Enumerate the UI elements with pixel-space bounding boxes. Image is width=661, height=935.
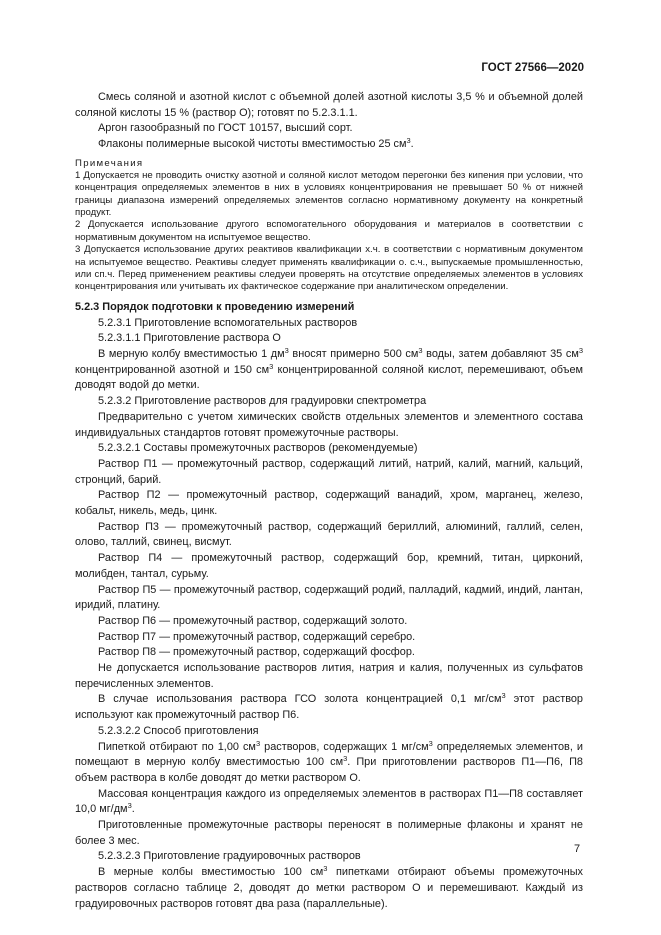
solution-item: Раствор П2 — промежуточный раствор, содержащий ванадий, хром, марганец, железо, кобальт, никель, медь, цинк. bbox=[75, 489, 583, 518]
note-item: 2 Допускается использование другого вспомогательного оборудования и материалов в соответствии с нормативным документом на испытуемое вещество. bbox=[75, 219, 583, 243]
solution-item: Раствор П8 — промежуточный раствор, содержащий фосфор. bbox=[98, 646, 415, 659]
document-code: ГОСТ 27566—2020 bbox=[481, 62, 584, 74]
note-item: 1 Допускается не проводить очистку азотной и соляной кислот методом перегонки без кипения при условии, что концентрация определяемых элементов в них в условиях концентрирования не превышает 50 % от нижней границы диапазона измерений определяемых элементов согласно нормативному документу на конкретный продукт. bbox=[75, 169, 583, 219]
solution-item: Раствор П6 — промежуточный раствор, содержащий золото. bbox=[98, 614, 408, 627]
subsection-title: 5.2.3.2.2 Способ приготовления bbox=[98, 724, 259, 737]
subsection-title: 5.2.3.2.1 Составы промежуточных растворов (рекомендуемые) bbox=[98, 442, 418, 455]
solution-item: Раствор П4 — промежуточный раствор, содержащий бор, кремний, титан, цирконий, молибден, тантал, сурьму. bbox=[75, 552, 583, 580]
solution-item: Раствор П3 — промежуточный раствор, содержащий бериллий, алюминий, галлий, селен, олово, таллий, свинец, висмут. bbox=[75, 520, 583, 549]
paragraph: Предварительно с учетом химических свойств отдельных элементов и элементного состава индивидуальных стандартов готовят промежуточные растворы. bbox=[75, 410, 583, 439]
subsection-title: 5.2.3.2 Приготовление растворов для градуировки спектрометра bbox=[98, 395, 427, 408]
paragraph: Пипеткой отбирают по 1,00 $см^3$ растворов, содержащих 1 $мг/см^3$ определяемых элементов, и помещают в мерную колбу вместимостью 100 $см^3$. При приготовлении растворов П1—П6, П8 объем раствора в колбе доводят до метки раствором О. bbox=[75, 738, 583, 784]
section-heading: 5.2.3 Порядок подготовки к проведению измерений bbox=[75, 300, 355, 313]
paragraph: Массовая концентрация каждого из определяемых элементов в растворах П1—П8 составляет 10,0 $мг/дм^3$. bbox=[75, 787, 583, 816]
page-content bbox=[75, 90, 583, 912]
paragraph: В случае использования раствора ГСО золота концентрацией 0,1 $мг/см^3$ этот раствор используют как промежуточный раствор П6. bbox=[75, 691, 583, 722]
paragraph: Приготовленные промежуточные растворы переносят в полимерные флаконы и хранят не более 3 мес. bbox=[75, 819, 583, 847]
subsection-title: 5.2.3.1.1 Приготовление раствора О bbox=[98, 332, 281, 345]
paragraph: Флаконы полимерные высокой чистоты вместимостью 25 $см^3$. bbox=[98, 136, 414, 151]
notes-title: Примечания bbox=[75, 157, 144, 169]
paragraph: В мерную колбу вместимостью 1 $дм^3$ вносят примерно 500 $см^3$ воды, затем добавляют 35 $см^3$ концентрированной азотной и 150 $см^3$ концентрированной соляной кислот, перемешивают, объем доводят водой до метки. bbox=[75, 345, 583, 392]
paragraph: Аргон газообразный по ГОСТ 10157, высший сорт. bbox=[98, 122, 353, 135]
paragraph: Не допускается использование растворов лития, натрия и калия, полученных из сульфатов перечисленных элементов. bbox=[75, 662, 583, 690]
paragraph: Смесь соляной и азотной кислот с объемной долей азотной кислоты 3,5 % и объемной долей соляной кислоты 15 % (раствор О); готовят по 5.2.3.1.1. bbox=[75, 91, 583, 119]
paragraph: В мерные колбы вместимостью 100 $см^3$ пипетками отбирают объемы промежуточных растворов согласно таблице 2, доводят до метки раствором О и перемешивают. Каждый из градуировочных растворов готовят два раза (параллельные). bbox=[75, 864, 584, 910]
note-item: 3 Допускается использование других реактивов квалификации х.ч. в соответствии с нормативным документом на испытуемое вещество. Реактивы следует применять квалификации о. с.ч., выпускаемые промышленностью, или сп.ч. Перед применением реактивы следуеи проверять на отсутствие определяемых элементов в условиях концентрирования или учитывать их фактическое содержание при аналитическом определении. bbox=[75, 244, 583, 293]
subsection-title: 5.2.3.1 Приготовление вспомогательных растворов bbox=[98, 316, 358, 329]
solution-item: Раствор П7 — промежуточный раствор, содержащий серебро. bbox=[98, 630, 416, 643]
solution-item: Раствор П1 — промежуточный раствор, содержащий литий, натрий, калий, магний, кальций, стронций, барий. bbox=[75, 457, 583, 486]
solution-item: Раствор П5 — промежуточный раствор, содержащий родий, палладий, кадмий, индий, лантан, иридий, платину. bbox=[75, 583, 583, 612]
subsection-title: 5.2.3.2.3 Приготовление градуировочных растворов bbox=[98, 850, 361, 863]
page-number: 7 bbox=[574, 843, 581, 855]
